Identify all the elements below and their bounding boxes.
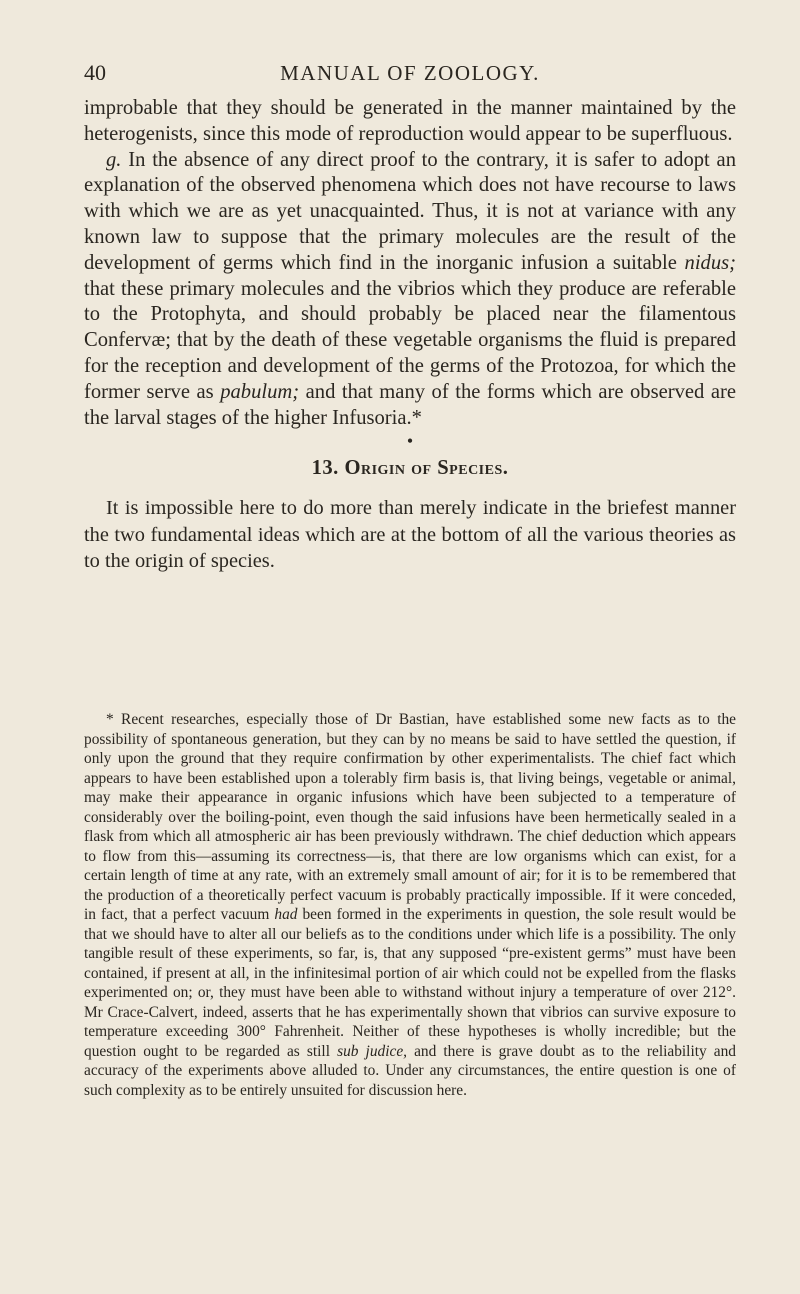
section-heading: 13. Origin of Species. bbox=[311, 457, 509, 480]
footnote bbox=[84, 710, 736, 1100]
italic-nidus: nidus; bbox=[684, 251, 736, 274]
italic-sub-judice: sub judice, bbox=[337, 1042, 407, 1060]
main-text bbox=[84, 96, 736, 574]
footnote-text-2: been formed in the experiments in question, the sole result would be that we should have to alter all our beliefs as to the conditions under which life is a possibility. The only tangible result of these experiments, so far, is, that any supposed “pre-existent germs” must have been contained, if present at all, in the infinitesimal portion of air which could not be expelled from the flasks experimented on; or, they must have been able to withstand without injury a temperature of over 212°. Mr Crace-Calvert, indeed, asserts that he has experimentally shown that vibrios can survive exposure to temperature exceeding 300° Fahrenheit. Neither of these hypotheses is wholly incredible; but the question ought to be regarded as still bbox=[84, 906, 736, 1060]
italic-pabulum: pabulum; bbox=[220, 380, 300, 403]
paragraph-g bbox=[84, 148, 736, 432]
intro-paragraph-text: It is impossible here to do more than merely indicate in the briefest manner the two fundamental ideas which are at the bottom of all the various theories as to the origin of species. bbox=[84, 497, 736, 572]
footnote-text-3: and there is grave doubt as to the reliability and accuracy of the experiments above alluded to. Under any circumstances, the entire question is one of such complexity as to be entirely unsuited for discussion here. bbox=[84, 1042, 737, 1099]
footnote-text-1: * Recent researches, especially those of Dr Bastian, have established some new facts as to the possibility of spontaneous generation, but they can by no means be said to have settled the question, if only upon the ground that they require confirmation by other experimentalists. The chief fact which appears to have been established upon a tolerably firm basis is, that living beings, vegetable or animal, may make their appearance in organic infusions which have been subjected to a temperature of considerably over the boiling-point, even though the said infusions have been hermetically sealed in a flask from which all atmospheric air has been previously withdrawn. The chief deduction which appears to flow from this—assuming its correctness—is, that there are low organisms which can exist, for a certain length of time at any rate, with an extremely small amount of air; for it is to be remembered that the production of a theoretically perfect vacuum is probably practically impossible. If it were conceded, in fact, that a perfect vacuum bbox=[84, 711, 736, 923]
running-title: MANUAL OF ZOOLOGY. bbox=[280, 61, 540, 85]
footnote-paragraph bbox=[84, 710, 736, 1100]
section-divider: • bbox=[406, 431, 414, 452]
running-head bbox=[84, 58, 736, 88]
italic-had: had bbox=[274, 906, 298, 923]
paragraph-g-text-2: that these primary molecules and the vibrios which they produce are referable to the Protophyta, and should probably be placed near the filamentous Confervæ; that by the death of these vegetable organisms the fluid is prepared for the reception and development of the germs of the Protozoa, for which the former serve as bbox=[84, 277, 736, 403]
continued-paragraph bbox=[84, 96, 736, 148]
intro-paragraph bbox=[84, 495, 736, 574]
paragraph-g-text-1: In the absence of any direct proof to the contrary, it is safer to adopt an explanation of the observed phenomena which does not have recourse to laws with which we are as yet unacquainted. Thus, it is not at variance with any known law to suppose that the primary molecules are the result of the development of germs which find in the inorganic infusion a suitable bbox=[84, 148, 736, 274]
continued-paragraph-text: improbable that they should be generated in the manner maintained by the heterogenists, since this mode of reproduction would appear to be superfluous. bbox=[84, 97, 736, 145]
page-number: 40 bbox=[84, 60, 106, 85]
paragraph-marker: g. bbox=[106, 148, 122, 171]
paragraph-g-text-3: and that many of the forms which are observed are the larval stages of the higher Infusoria.* bbox=[84, 380, 736, 429]
